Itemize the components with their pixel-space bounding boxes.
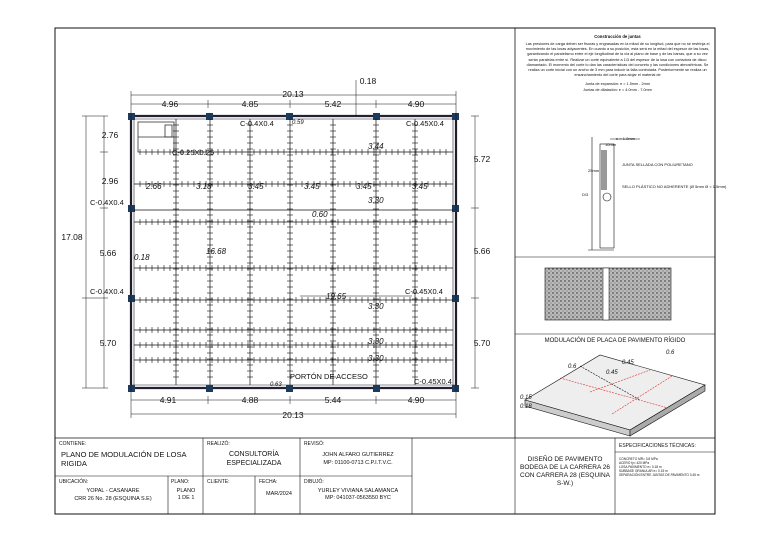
svg-text:3.44: 3.44 — [368, 142, 384, 151]
column-label: C-0.45X0.4 — [406, 119, 444, 128]
svg-text:JUNTA SELLADA CON POLIURETANO: JUNTA SELLADA CON POLIURETANO — [622, 162, 693, 167]
svg-text:0.18: 0.18 — [520, 404, 532, 410]
reviso-name: JOHN ALFARO GUTIERREZ — [322, 452, 394, 458]
svg-text:SELLO PLÁSTICO NO ADHERENTE (Ø: SELLO PLÁSTICO NO ADHERENTE (Ø 5mm Ø = 1.5mm) — [622, 184, 727, 189]
svg-text:D/3: D/3 — [582, 192, 589, 197]
ubicacion-2: CRR 26 No. 28 (ESQUINA S.E) — [74, 496, 152, 502]
svg-text:16.68: 16.68 — [206, 247, 227, 256]
column — [206, 113, 213, 120]
column — [452, 295, 459, 302]
gate-label: PORTÓN DE ACCESO — [290, 372, 368, 381]
column-label: C-0.4X0.4 — [240, 119, 274, 128]
modulation-isometric — [525, 355, 705, 436]
dibujo-mp: MP: 041037-0563550 BYC — [325, 495, 391, 501]
svg-text:3.30: 3.30 — [368, 354, 384, 363]
bottom-dim: 4.88 — [241, 395, 259, 405]
left-dim: 2.76 — [101, 130, 119, 140]
svg-text:0.63: 0.63 — [270, 382, 282, 388]
top-dim: 4.90 — [407, 99, 425, 109]
column — [286, 385, 293, 392]
joint-title: Construcción de juntas — [594, 34, 641, 39]
svg-text:19.65: 19.65 — [326, 292, 347, 301]
column — [373, 385, 380, 392]
offset-dim: 0.18 — [359, 76, 377, 86]
svg-text:0.45: 0.45 — [622, 360, 634, 366]
title-block: CONTIENE: PLANO DE MODULACIÓN DE LOSA RIGIDA REALIZÓ: CONSULTORÍA ESPECIALIZADA REVISÓ: JOHN ALFARO GUTIERREZ MP: 01100-0713 C.P.I.T.V.C. UBICACIÓN: YOPAL - CASANARE CRR 26 No. 28 (ESQUINA S.E) PLANO: PLANO 1 DE 1 CLIENTE: FECHA: MAR/2024 DIBUJÓ: YURLEY VIVIANA SALAMANCA MP: 041037-0563550 BYC DISEÑO DE PAVIMENTO BODEGA DE LA CARRERA 26 CON CARRERA 28 (ESQUINA S-W.) ESPECIFICACIONES TÉCNICAS: CONCRETO MR= 3.8 MPa ACERO fy= 420 MPa LOSA PAVIMENTO e= 0.18 m SUBBASE GRANULAR e= 0.15 m SEPARACIÓN ENTRE JUNTAS DE PAVIMENTO 3.45 m — [59, 441, 700, 502]
column-label: C-0.4X0.4 — [90, 287, 124, 296]
joint-body: Las presiones de carga deben ser fisuras y engrasadas en la mitad de su longitud, para que no se restrinja el movimiento de las losas adyacentes. En cuanto a su posición, esta será en la mitad del espesor de las losas, garantizando el paralelismo entre el eje longitudinal de la vía al plano de base y de las barras, que a su vez serán paralelas entre sí. Realizar un corte equivalente a 1/3 del espesor de la losa con cortadora de disco diamantado. El momento del corte lo dan las características del concreto y las condiciones atmosféricas. Se realiza un corte inicial con un ancho de 3 mm para inducir la falla controlada. Posteriormente se realiza un ensanchamiento del corte para alojar el material de — [525, 42, 710, 78]
junta-dilatacion: Juntas de dilatación: e = 4.0mm - 7.0mm — [583, 87, 652, 92]
svg-text:3.30: 3.30 — [368, 302, 384, 311]
svg-text:0.59: 0.59 — [292, 120, 304, 126]
stair-room — [138, 122, 174, 152]
dimension-lines — [82, 80, 479, 418]
svg-text:e = 1.0mm: e = 1.0mm — [616, 136, 636, 141]
right-dim: 5.72 — [473, 154, 491, 164]
realizo-value: CONSULTORÍA ESPECIALIZADA — [226, 451, 282, 467]
joint-detail-drawing — [588, 137, 640, 250]
top-dim: 4.85 — [241, 99, 259, 109]
top-dim: 5.42 — [324, 99, 342, 109]
column — [373, 113, 380, 120]
svg-text:3.45: 3.45 — [412, 182, 428, 191]
column-label: C-0.25X0.25 — [172, 148, 215, 157]
svg-text:0.15: 0.15 — [520, 395, 532, 401]
svg-text:10mm: 10mm — [605, 142, 617, 147]
contiene-value: PLANO DE MODULACIÓN DE LOSA RIGIDA — [61, 450, 187, 468]
svg-text:25mm: 25mm — [588, 168, 600, 173]
bottom-dim: 4.90 — [407, 395, 425, 405]
left-total-dim: 17.08 — [61, 232, 83, 242]
top-dim: 4.96 — [161, 99, 179, 109]
bottom-dim: 5.44 — [324, 395, 342, 405]
svg-text:3.30: 3.30 — [368, 337, 384, 346]
svg-text:0.6: 0.6 — [666, 350, 675, 356]
column — [128, 385, 135, 392]
dibujo-name: YURLEY VIVIANA SALAMANCA — [317, 488, 399, 494]
column-label: C-0.45X0.4 — [405, 287, 443, 296]
svg-text:3.45: 3.45 — [356, 182, 372, 191]
column — [128, 113, 135, 120]
plano-1: PLANO — [176, 488, 196, 494]
svg-text:2.66: 2.66 — [146, 182, 162, 191]
plano-2: 1 DE 1 — [177, 495, 195, 501]
column — [452, 113, 459, 120]
joint-panel — [525, 34, 710, 93]
svg-text:0.6: 0.6 — [568, 364, 577, 370]
right-dim: 5.66 — [473, 246, 491, 256]
dowel-ticks — [140, 125, 446, 377]
column — [128, 205, 135, 212]
reviso-mp: MP: 01100-0713 C.P.I.T.V.C. — [323, 460, 393, 466]
left-dim: 5.66 — [99, 248, 117, 258]
bottom-dim: 4.91 — [159, 395, 177, 405]
column — [128, 295, 135, 302]
modulation-title: MODULACIÓN DE PLACA DE PAVIMENTO RÍGIDO — [544, 338, 686, 344]
project-title: DISEÑO DE PAVIMENTO BODEGA DE LA CARRERA 26 CON CARRERA 28 (ESQUINA S-W.) — [520, 456, 610, 487]
svg-text:3.45: 3.45 — [248, 182, 264, 191]
right-dim: 5.70 — [473, 338, 491, 348]
svg-text:3.30: 3.30 — [368, 196, 384, 205]
svg-text:3.45: 3.45 — [304, 182, 320, 191]
column — [452, 205, 459, 212]
left-dim: 5.70 — [99, 338, 117, 348]
column — [286, 113, 293, 120]
column — [452, 385, 459, 392]
top-total-dim: 20.13 — [282, 89, 304, 99]
junta-expansion: Junta de expansión: e = 1.5mm - 2mm — [585, 82, 650, 87]
section-block — [545, 268, 671, 320]
column-label: C-0.4X0.4 — [90, 198, 124, 207]
svg-text:0.60: 0.60 — [312, 210, 328, 219]
bottom-total-dim: 20.13 — [282, 410, 304, 420]
svg-text:0.18: 0.18 — [134, 253, 150, 262]
inner-dimension-texts — [134, 120, 428, 388]
column — [206, 385, 213, 392]
svg-text:0.45: 0.45 — [606, 370, 618, 376]
left-dim: 2.96 — [101, 176, 119, 186]
ubicacion-1: YOPAL - CASANARE — [86, 488, 140, 494]
svg-text:3.18: 3.18 — [196, 182, 212, 191]
fecha-value: MAR/2024 — [266, 491, 292, 497]
column-label: C-0.45X0.4 — [414, 377, 452, 386]
